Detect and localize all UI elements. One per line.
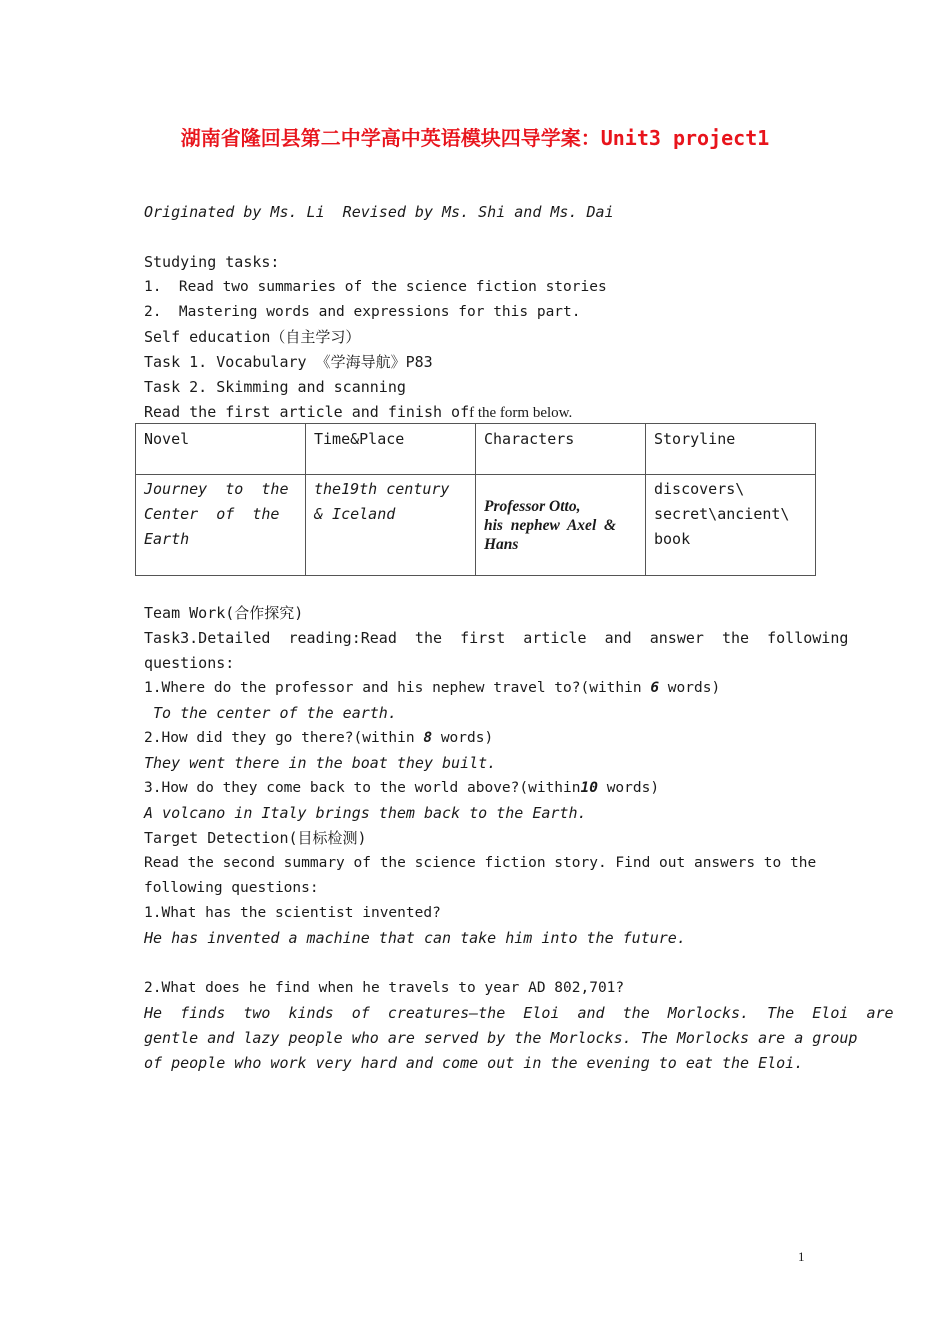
header-cell-novel bbox=[136, 424, 306, 475]
target-answer-2-line1: He finds two kinds of creatures—the Eloi and the Morlocks. The Eloi are bbox=[144, 1004, 894, 1022]
task2-instruction-part-a: Read the first article and finish of bbox=[144, 403, 470, 421]
page-title: 湖南省隆回县第二中学高中英语模块四导学案：Unit3 project1 bbox=[180, 126, 770, 150]
header-label: Storyline bbox=[654, 430, 736, 448]
storyline-line: secret\ancient\ bbox=[654, 505, 790, 523]
word-limit: 6 bbox=[650, 680, 660, 696]
header-cell-time-place bbox=[306, 424, 476, 475]
target-detection-heading: Target Detection(目标检测) bbox=[144, 829, 367, 847]
target-question-1: 1.What has the scientist invented? bbox=[144, 905, 441, 921]
header-label: Novel bbox=[144, 430, 190, 448]
header-cell-characters bbox=[476, 424, 646, 475]
question-text: 3.How do they come back to the world above?(within bbox=[144, 780, 581, 796]
task2-instruction-part-b: f the form below. bbox=[469, 405, 573, 421]
answer-2: They went there in the boat they built. bbox=[144, 754, 497, 772]
question-3 bbox=[144, 778, 659, 798]
question-2 bbox=[144, 728, 493, 748]
self-education-heading: Self education（自主学习） bbox=[144, 328, 361, 346]
question-text: 2.How did they go there?(within bbox=[144, 730, 424, 746]
page-number: 1 bbox=[798, 1249, 805, 1264]
target-question-2: 2.What does he find when he travels to year AD 802,701? bbox=[144, 980, 625, 996]
characters-line: Professor Otto, bbox=[484, 497, 581, 515]
cell-novel bbox=[136, 475, 306, 576]
question-text: 1.Where do the professor and his nephew travel to?(within bbox=[144, 680, 651, 696]
answer-1: To the center of the earth. bbox=[144, 704, 397, 722]
task2-heading: Task 2. Skimming and scanning bbox=[144, 378, 406, 396]
cell-characters bbox=[476, 475, 646, 576]
target-answer-2-line3: of people who work very hard and come out in the evening to eat the Eloi. bbox=[144, 1054, 804, 1072]
target-detection-instruction-line2: following questions: bbox=[144, 880, 319, 896]
task3-heading-line1: Task3.Detailed reading:Read the first article and answer the following bbox=[144, 629, 849, 647]
novel-line: Center of the bbox=[144, 505, 280, 523]
task1-heading: Task 1. Vocabulary 《学海导航》P83 bbox=[144, 353, 433, 371]
target-answer-1: He has invented a machine that can take him into the future. bbox=[144, 929, 686, 947]
characters-line: his nephew Axel & bbox=[484, 516, 617, 534]
characters-line: Hans bbox=[484, 535, 519, 553]
studying-task-item: 2. Mastering words and expressions for this part. bbox=[144, 304, 581, 320]
table-row bbox=[136, 475, 816, 576]
cell-storyline bbox=[646, 475, 816, 576]
time-place-line: the19th century bbox=[314, 480, 450, 498]
novel-line: Journey to the bbox=[144, 480, 289, 498]
word-limit: 8 bbox=[423, 730, 433, 746]
table-header-row bbox=[136, 424, 816, 475]
studying-task-item: 1. Read two summaries of the science fiction stories bbox=[144, 279, 607, 295]
header-label: Time&Place bbox=[314, 430, 405, 448]
studying-tasks-heading: Studying tasks: bbox=[144, 253, 280, 271]
cell-time-place bbox=[306, 475, 476, 576]
header-label: Characters bbox=[484, 430, 575, 448]
question-1 bbox=[144, 678, 720, 698]
task3-heading-line2: questions: bbox=[144, 654, 235, 672]
answer-3: A volcano in Italy brings them back to the Earth. bbox=[144, 804, 587, 822]
question-text-end: words) bbox=[597, 780, 660, 796]
novel-form-table bbox=[135, 423, 816, 576]
task2-instruction bbox=[144, 402, 572, 423]
time-place-line: & Iceland bbox=[314, 505, 396, 523]
storyline-line: discovers\ bbox=[654, 480, 745, 498]
question-text-end: words) bbox=[432, 730, 494, 746]
storyline-line: book bbox=[654, 530, 691, 548]
team-work-heading: Team Work(合作探究) bbox=[144, 604, 304, 622]
byline: Originated by Ms. Li Revised by Ms. Shi and Ms. Dai bbox=[144, 203, 614, 221]
header-cell-storyline bbox=[646, 424, 816, 475]
target-answer-2-line2: gentle and lazy people who are served by the Morlocks. The Morlocks are a group bbox=[144, 1029, 858, 1047]
target-detection-instruction-line1: Read the second summary of the science fiction story. Find out answers to the bbox=[144, 855, 817, 871]
word-limit: 10 bbox=[580, 780, 598, 796]
novel-line: Earth bbox=[144, 530, 190, 548]
question-text-end: words) bbox=[659, 680, 721, 696]
